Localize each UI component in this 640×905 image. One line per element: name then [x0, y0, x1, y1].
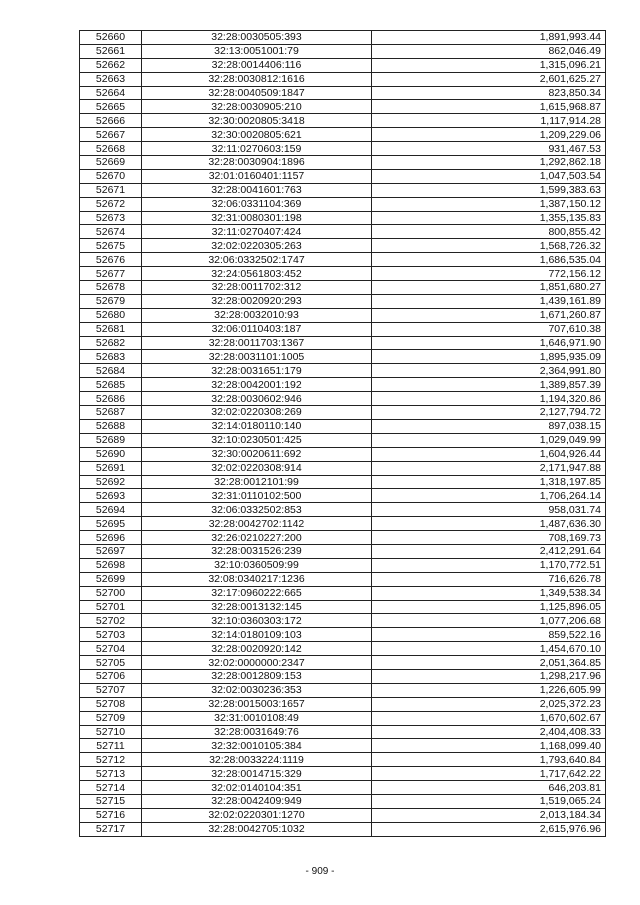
row-number-cell: 52699 — [80, 572, 142, 586]
value-cell: 800,855.42 — [372, 225, 606, 239]
table-row — [80, 100, 606, 114]
row-number-cell: 52675 — [80, 239, 142, 253]
table-row — [80, 267, 606, 281]
value-cell: 1,793,640.84 — [372, 753, 606, 767]
value-cell: 1,194,320.86 — [372, 392, 606, 406]
table-row — [80, 197, 606, 211]
row-number-cell: 52663 — [80, 72, 142, 86]
table-row — [80, 767, 606, 781]
table-row — [80, 475, 606, 489]
value-cell: 1,168,099.40 — [372, 739, 606, 753]
table-row — [80, 614, 606, 628]
cadastral-number-cell: 32:02:0220308:269 — [142, 406, 372, 420]
row-number-cell: 52678 — [80, 281, 142, 295]
table-row — [80, 517, 606, 531]
value-cell: 823,850.34 — [372, 86, 606, 100]
value-cell: 708,169.73 — [372, 531, 606, 545]
cadastral-number-cell: 32:28:0033224:1119 — [142, 753, 372, 767]
value-cell: 1,487,636.30 — [372, 517, 606, 531]
value-cell: 2,601,625.27 — [372, 72, 606, 86]
value-cell: 1,226,605.99 — [372, 683, 606, 697]
table-row — [80, 683, 606, 697]
value-cell: 2,051,364.85 — [372, 656, 606, 670]
table-row — [80, 58, 606, 72]
cadastral-number-cell: 32:06:0110403:187 — [142, 322, 372, 336]
value-cell: 1,355,135.83 — [372, 211, 606, 225]
value-cell: 1,387,150.12 — [372, 197, 606, 211]
table-row — [80, 558, 606, 572]
value-cell: 1,209,229.06 — [372, 128, 606, 142]
row-number-cell: 52682 — [80, 336, 142, 350]
value-cell: 1,706,264.14 — [372, 489, 606, 503]
row-number-cell: 52664 — [80, 86, 142, 100]
table-row — [80, 156, 606, 170]
row-number-cell: 52673 — [80, 211, 142, 225]
table-row — [80, 503, 606, 517]
table-row — [80, 419, 606, 433]
table-row — [80, 142, 606, 156]
row-number-cell: 52695 — [80, 517, 142, 531]
table-row — [80, 808, 606, 822]
table-row — [80, 669, 606, 683]
cadastral-number-cell: 32:06:0332502:1747 — [142, 253, 372, 267]
value-cell: 1,895,935.09 — [372, 350, 606, 364]
table-row — [80, 294, 606, 308]
table-row — [80, 253, 606, 267]
cadastral-number-cell: 32:30:0020805:3418 — [142, 114, 372, 128]
value-cell: 2,013,184.34 — [372, 808, 606, 822]
value-cell: 1,170,772.51 — [372, 558, 606, 572]
value-cell: 862,046.49 — [372, 44, 606, 58]
cadastral-number-cell: 32:28:0031526:239 — [142, 544, 372, 558]
row-number-cell: 52683 — [80, 350, 142, 364]
row-number-cell: 52712 — [80, 753, 142, 767]
page-number: - 909 - — [305, 866, 335, 877]
row-number-cell: 52668 — [80, 142, 142, 156]
value-cell: 1,615,968.87 — [372, 100, 606, 114]
table-row — [80, 239, 606, 253]
cadastral-number-cell: 32:28:0041601:763 — [142, 183, 372, 197]
row-number-cell: 52701 — [80, 600, 142, 614]
cadastral-number-cell: 32:10:0360509:99 — [142, 558, 372, 572]
table-row — [80, 169, 606, 183]
value-cell: 1,717,642.22 — [372, 767, 606, 781]
row-number-cell: 52685 — [80, 378, 142, 392]
table-row — [80, 364, 606, 378]
value-cell: 716,626.78 — [372, 572, 606, 586]
table-row — [80, 656, 606, 670]
row-number-cell: 52666 — [80, 114, 142, 128]
cadastral-number-cell: 32:24:0561803:452 — [142, 267, 372, 281]
row-number-cell: 52696 — [80, 531, 142, 545]
table-row — [80, 336, 606, 350]
row-number-cell: 52716 — [80, 808, 142, 822]
value-cell: 1,891,993.44 — [372, 31, 606, 45]
cadastral-number-cell: 32:28:0012809:153 — [142, 669, 372, 683]
cadastral-number-cell: 32:28:0030905:210 — [142, 100, 372, 114]
value-cell: 1,604,926.44 — [372, 447, 606, 461]
row-number-cell: 52665 — [80, 100, 142, 114]
row-number-cell: 52694 — [80, 503, 142, 517]
value-cell: 1,519,065.24 — [372, 794, 606, 808]
value-cell: 1,292,862.18 — [372, 156, 606, 170]
table-body — [80, 31, 606, 837]
table-row — [80, 600, 606, 614]
table-row — [80, 225, 606, 239]
table-row — [80, 392, 606, 406]
table-row — [80, 114, 606, 128]
cadastral-number-cell: 32:17:0960222:665 — [142, 586, 372, 600]
table-row — [80, 489, 606, 503]
value-cell: 2,364,991.80 — [372, 364, 606, 378]
row-number-cell: 52710 — [80, 725, 142, 739]
row-number-cell: 52700 — [80, 586, 142, 600]
row-number-cell: 52693 — [80, 489, 142, 503]
row-number-cell: 52679 — [80, 294, 142, 308]
row-number-cell: 52703 — [80, 628, 142, 642]
value-cell: 1,077,206.68 — [372, 614, 606, 628]
cadastral-number-cell: 32:14:0180109:103 — [142, 628, 372, 642]
value-cell: 1,851,680.27 — [372, 281, 606, 295]
row-number-cell: 52672 — [80, 197, 142, 211]
value-cell: 1,389,857.39 — [372, 378, 606, 392]
table-row — [80, 308, 606, 322]
cadastral-number-cell: 32:28:0042409:949 — [142, 794, 372, 808]
row-number-cell: 52667 — [80, 128, 142, 142]
value-cell: 2,127,794.72 — [372, 406, 606, 420]
row-number-cell: 52689 — [80, 433, 142, 447]
cadastral-number-cell: 32:28:0020920:142 — [142, 642, 372, 656]
value-cell: 2,404,408.33 — [372, 725, 606, 739]
value-cell: 1,349,538.34 — [372, 586, 606, 600]
cadastral-number-cell: 32:28:0032010:93 — [142, 308, 372, 322]
table-row — [80, 406, 606, 420]
cadastral-number-cell: 32:06:0331104:369 — [142, 197, 372, 211]
value-cell: 958,031.74 — [372, 503, 606, 517]
value-cell: 772,156.12 — [372, 267, 606, 281]
table-row — [80, 544, 606, 558]
row-number-cell: 52692 — [80, 475, 142, 489]
table-row — [80, 461, 606, 475]
cadastral-number-cell: 32:10:0230501:425 — [142, 433, 372, 447]
cadastral-number-cell: 32:32:0010105:384 — [142, 739, 372, 753]
table-row — [80, 433, 606, 447]
table-row — [80, 531, 606, 545]
row-number-cell: 52713 — [80, 767, 142, 781]
table-row — [80, 281, 606, 295]
table-row — [80, 781, 606, 795]
row-number-cell: 52709 — [80, 711, 142, 725]
cadastral-number-cell: 32:28:0030505:393 — [142, 31, 372, 45]
value-cell: 1,670,602.67 — [372, 711, 606, 725]
value-cell: 1,125,896.05 — [372, 600, 606, 614]
row-number-cell: 52691 — [80, 461, 142, 475]
table-row — [80, 322, 606, 336]
table-row — [80, 586, 606, 600]
cadastral-table-container — [79, 30, 601, 837]
row-number-cell: 52708 — [80, 697, 142, 711]
table-row — [80, 44, 606, 58]
value-cell: 859,522.16 — [372, 628, 606, 642]
cadastral-number-cell: 32:08:0340217:1236 — [142, 572, 372, 586]
value-cell: 897,038.15 — [372, 419, 606, 433]
value-cell: 646,203.81 — [372, 781, 606, 795]
table-row — [80, 31, 606, 45]
cadastral-number-cell: 32:30:0020805:621 — [142, 128, 372, 142]
cadastral-number-cell: 32:28:0013132:145 — [142, 600, 372, 614]
row-number-cell: 52662 — [80, 58, 142, 72]
value-cell: 1,686,535.04 — [372, 253, 606, 267]
cadastral-number-cell: 32:10:0360303:172 — [142, 614, 372, 628]
row-number-cell: 52706 — [80, 669, 142, 683]
value-cell: 1,568,726.32 — [372, 239, 606, 253]
cadastral-number-cell: 32:28:0042702:1142 — [142, 517, 372, 531]
value-cell: 2,412,291.64 — [372, 544, 606, 558]
table-row — [80, 642, 606, 656]
cadastral-number-cell: 32:28:0042705:1032 — [142, 822, 372, 836]
cadastral-value-table — [79, 30, 606, 837]
value-cell: 1,298,217.96 — [372, 669, 606, 683]
cadastral-number-cell: 32:31:0080301:198 — [142, 211, 372, 225]
cadastral-number-cell: 32:06:0332502:853 — [142, 503, 372, 517]
row-number-cell: 52688 — [80, 419, 142, 433]
value-cell: 707,610.38 — [372, 322, 606, 336]
table-row — [80, 183, 606, 197]
table-row — [80, 739, 606, 753]
value-cell: 1,599,383.63 — [372, 183, 606, 197]
row-number-cell: 52671 — [80, 183, 142, 197]
value-cell: 1,671,260.87 — [372, 308, 606, 322]
table-row — [80, 86, 606, 100]
cadastral-number-cell: 32:28:0031649:76 — [142, 725, 372, 739]
row-number-cell: 52670 — [80, 169, 142, 183]
cadastral-number-cell: 32:28:0030904:1896 — [142, 156, 372, 170]
table-row — [80, 211, 606, 225]
row-number-cell: 52711 — [80, 739, 142, 753]
table-row — [80, 697, 606, 711]
cadastral-number-cell: 32:31:0010108:49 — [142, 711, 372, 725]
row-number-cell: 52717 — [80, 822, 142, 836]
table-row — [80, 447, 606, 461]
value-cell: 2,615,976.96 — [372, 822, 606, 836]
cadastral-number-cell: 32:14:0180110:140 — [142, 419, 372, 433]
row-number-cell: 52687 — [80, 406, 142, 420]
table-row — [80, 72, 606, 86]
cadastral-number-cell: 32:11:0270603:159 — [142, 142, 372, 156]
cadastral-number-cell: 32:28:0015003:1657 — [142, 697, 372, 711]
table-row — [80, 822, 606, 836]
cadastral-number-cell: 32:28:0011702:312 — [142, 281, 372, 295]
value-cell: 1,646,971.90 — [372, 336, 606, 350]
value-cell: 1,047,503.54 — [372, 169, 606, 183]
row-number-cell: 52669 — [80, 156, 142, 170]
row-number-cell: 52698 — [80, 558, 142, 572]
table-row — [80, 794, 606, 808]
row-number-cell: 52690 — [80, 447, 142, 461]
value-cell: 931,467.53 — [372, 142, 606, 156]
value-cell: 2,025,372.23 — [372, 697, 606, 711]
row-number-cell: 52661 — [80, 44, 142, 58]
cadastral-number-cell: 32:01:0160401:1157 — [142, 169, 372, 183]
table-row — [80, 378, 606, 392]
value-cell: 1,315,096.21 — [372, 58, 606, 72]
cadastral-number-cell: 32:02:0030236:353 — [142, 683, 372, 697]
cadastral-number-cell: 32:02:0000000:2347 — [142, 656, 372, 670]
row-number-cell: 52715 — [80, 794, 142, 808]
row-number-cell: 52686 — [80, 392, 142, 406]
cadastral-number-cell: 32:28:0014406:116 — [142, 58, 372, 72]
cadastral-number-cell: 32:28:0014715:329 — [142, 767, 372, 781]
table-row — [80, 725, 606, 739]
cadastral-number-cell: 32:28:0031101:1005 — [142, 350, 372, 364]
value-cell: 1,029,049.99 — [372, 433, 606, 447]
value-cell: 1,454,670.10 — [372, 642, 606, 656]
cadastral-number-cell: 32:28:0020920:293 — [142, 294, 372, 308]
cadastral-number-cell: 32:11:0270407:424 — [142, 225, 372, 239]
row-number-cell: 52660 — [80, 31, 142, 45]
cadastral-number-cell: 32:28:0011703:1367 — [142, 336, 372, 350]
cadastral-number-cell: 32:02:0220305:263 — [142, 239, 372, 253]
table-row — [80, 128, 606, 142]
table-row — [80, 711, 606, 725]
table-row — [80, 350, 606, 364]
row-number-cell: 52677 — [80, 267, 142, 281]
cadastral-number-cell: 32:28:0040509:1847 — [142, 86, 372, 100]
row-number-cell: 52684 — [80, 364, 142, 378]
table-row — [80, 753, 606, 767]
cadastral-number-cell: 32:28:0030812:1616 — [142, 72, 372, 86]
cadastral-number-cell: 32:26:0210227:200 — [142, 531, 372, 545]
row-number-cell: 52681 — [80, 322, 142, 336]
cadastral-number-cell: 32:02:0220308:914 — [142, 461, 372, 475]
cadastral-number-cell: 32:28:0042001:192 — [142, 378, 372, 392]
row-number-cell: 52704 — [80, 642, 142, 656]
row-number-cell: 52707 — [80, 683, 142, 697]
row-number-cell: 52680 — [80, 308, 142, 322]
cadastral-number-cell: 32:02:0140104:351 — [142, 781, 372, 795]
row-number-cell: 52697 — [80, 544, 142, 558]
value-cell: 2,171,947.88 — [372, 461, 606, 475]
row-number-cell: 52702 — [80, 614, 142, 628]
row-number-cell: 52676 — [80, 253, 142, 267]
value-cell: 1,318,197.85 — [372, 475, 606, 489]
row-number-cell: 52705 — [80, 656, 142, 670]
cadastral-number-cell: 32:13:0051001:79 — [142, 44, 372, 58]
row-number-cell: 52714 — [80, 781, 142, 795]
table-row — [80, 628, 606, 642]
cadastral-number-cell: 32:30:0020611:692 — [142, 447, 372, 461]
cadastral-number-cell: 32:31:0110102:500 — [142, 489, 372, 503]
cadastral-number-cell: 32:28:0030602:946 — [142, 392, 372, 406]
value-cell: 1,439,161.89 — [372, 294, 606, 308]
cadastral-number-cell: 32:28:0012101:99 — [142, 475, 372, 489]
table-row — [80, 572, 606, 586]
row-number-cell: 52674 — [80, 225, 142, 239]
cadastral-number-cell: 32:28:0031651:179 — [142, 364, 372, 378]
cadastral-number-cell: 32:02:0220301:1270 — [142, 808, 372, 822]
value-cell: 1,117,914.28 — [372, 114, 606, 128]
